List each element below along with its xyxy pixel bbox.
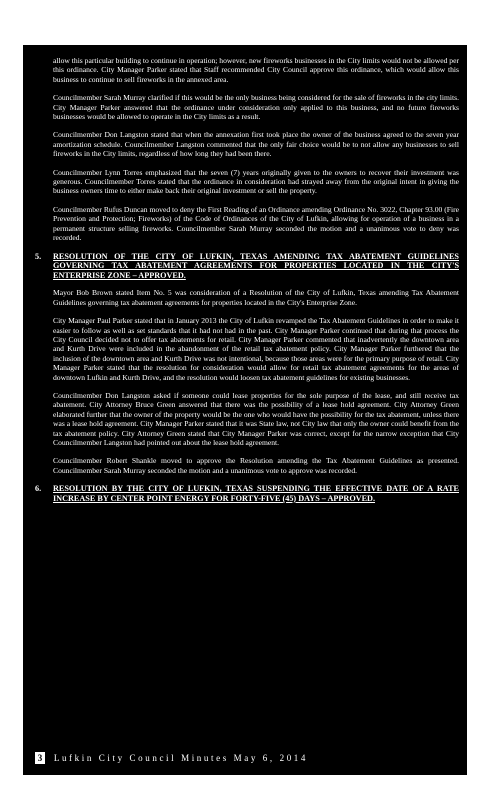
paragraph: allow this particular building to continue in operation; however, new fireworks businesses in the City limits would not be allowed per this ordinance. City Manager Parker stated that Staff recommended City Council approve this ordinance, which would allow this business to continue to sell fireworks in the annexed area. xyxy=(53,56,459,84)
item-6-heading xyxy=(35,484,459,503)
paragraph: Councilmember Don Langston asked if someone could lease properties for the sole purpose of the lease, and still receive tax abatement. City Attorney Bruce Green answered that there was the possibility of a lease hold agreement. City Attorney Green elaborated further that the owner of the property would be the one who would have the possibility for the tax abatement, unless there was a lease hold agreement. City Manager Parker stated that it was State law, not City law that only the owner could benefit from the tax abatement policy. City Attorney Green stated that City Manager Parker was correct, except for the narrow exception that City Councilmember Langston had pointed out about the lease hold agreement. xyxy=(53,390,459,447)
item-6-number: 6. xyxy=(35,484,42,494)
paragraph: Councilmember Don Langston stated that when the annexation first took place the owner of the business agreed to the seven year amortization schedule. Councilmember Langston commented that the only fair choice would be to not allow any businesses to sell fireworks in the City limits, regardless of how long they had been there. xyxy=(53,130,459,159)
paragraph: Councilmember Robert Shankle moved to approve the Resolution amending the Tax Abatement Guidelines as presented. Councilmember Sarah Murray seconded the motion and a unanimous vote to approve was recorded. xyxy=(53,456,459,475)
item-5-heading xyxy=(35,252,459,281)
item-6-title: RESOLUTION BY THE CITY OF LUFKIN, TEXAS SUSPENDING THE EFFECTIVE DATE OF A RATE INCREASE BY CENTER POINT ENERGY FOR FORTY-FIVE (45) DAYS – APPROVED. xyxy=(53,484,459,503)
page-number: 3 xyxy=(35,752,45,764)
paragraph: City Manager Paul Parker stated that in January 2013 the City of Lufkin revamped the Tax Abatement Guidelines in order to make it easier to follow as well as set standards that it had not had in the past. City Manager Parker continued that during that process the City Council decided not to offer tax abatements for retail. City Manager Parker commented that inadvertently the downtown area and Kurth Drive were included in the abandonment of the retail tax abatement policy. City Manager Parker furthered that the inclusion of the downtown area and Kurth Drive was not intentional, because those areas were for the primary purpose of retail. City Manager Parker stated that the resolution for consideration would allow for retail tax abatement agreements for the areas of downtown Lufkin and Kurth Drive, and the resolution would loosen tax abatement guidelines for existing businesses. xyxy=(53,316,459,382)
item-5-number: 5. xyxy=(35,251,42,261)
paragraph: Councilmember Rufus Duncan moved to deny the First Reading of an Ordinance amending Ordinance No. 3022, Chapter 93.00 (Fire Prevention and Protection; Fireworks) of the Code of Ordinances of the City of Lufkin, allowing for operation of a business in a permanent structure selling fireworks. Councilmember Sarah Murray seconded the motion and a unanimous vote to deny was recorded. xyxy=(53,204,459,243)
document-page xyxy=(23,45,467,775)
page-content xyxy=(35,56,459,511)
item-5-title: RESOLUTION OF THE CITY OF LUFKIN, TEXAS AMENDING TAX ABATEMENT GUIDELINES GOVERNING TAX ABATEMENT AGREEMENTS FOR PROPERTIES LOCATED IN THE CITY'S ENTERPRISE ZONE – APPROVED. xyxy=(53,251,459,280)
paragraph: Councilmember Sarah Murray clarified if this would be the only business being considered for the sale of fireworks in the city limits. City Manager Parker answered that the ordinance under consideration only applied to this business, and no future fireworks businesses would be allowed to operate in the City limits as a result. xyxy=(53,93,459,122)
footer-text: Lufkin City Council Minutes May 6, 2014 xyxy=(53,752,309,763)
page-footer xyxy=(35,750,455,764)
paragraph: Mayor Bob Brown stated Item No. 5 was consideration of a Resolution of the City of Lufkin, Texas amending Tax Abatement Guidelines governing tax abatement agreements for properties located in the City's Enterprise Zone. xyxy=(53,288,459,307)
paragraph: Councilmember Lynn Torres emphasized that the seven (7) years originally given to the owners to recover their investment was generous. Councilmember Torres stated that the ordinance in consideration had strayed away from the original intent in giving the business owners time to either make back their original investment or sell the property. xyxy=(53,167,459,196)
